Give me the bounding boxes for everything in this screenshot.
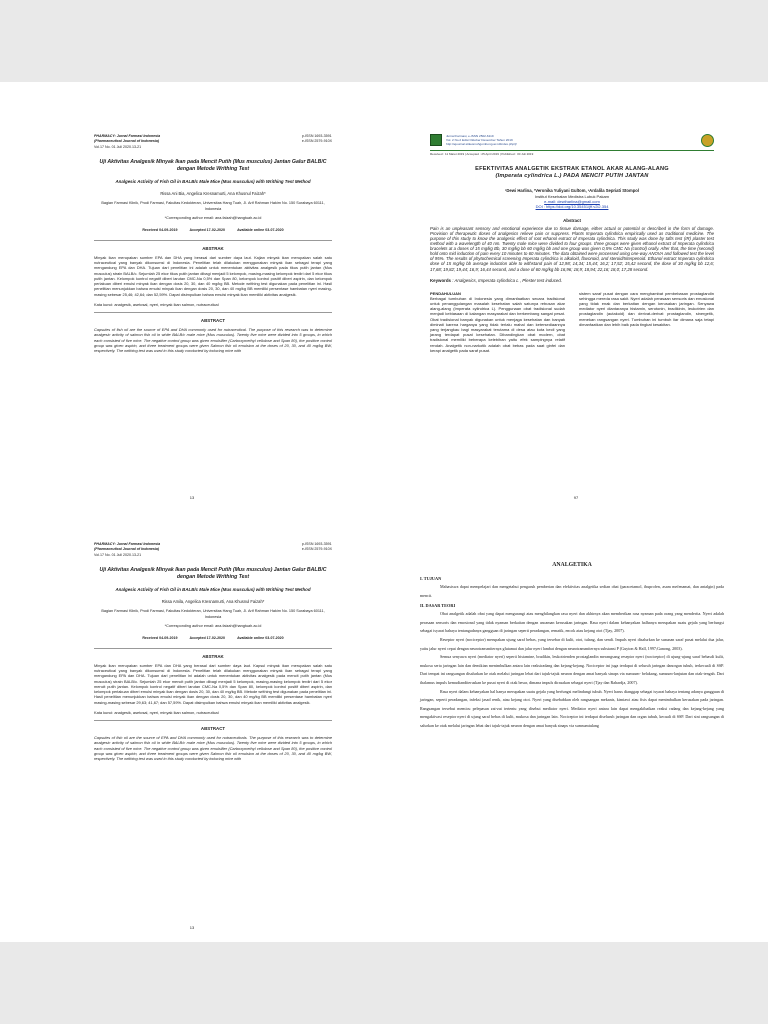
page-number: 97 — [573, 495, 579, 500]
journal-subname: (Pharmaceutical Journal of Indonesia) — [94, 547, 160, 552]
journal-header — [430, 134, 714, 147]
divider — [94, 648, 332, 649]
doi — [430, 204, 714, 209]
paper-title: Uji Aktivitas Analgesik Minyak Ikan pada Mencit Putih (Mus musculus) Jantan Galur BALB/C dengan Metode Writhing Test — [99, 159, 327, 173]
abstract-heading: Abstract — [563, 217, 581, 223]
journal-issn: Jurnal Farmasi, e-ISSN 2502-6119 — [446, 134, 494, 138]
affiliation: Bagian Farmasi Klinik, Prodi Farmasi, Fakultas Kedokteran, Universitas Hang Tuah, Jl. Arif Rahman Hakim No. 150 Surabaya 60111, Indonesia — [101, 609, 325, 619]
issn-online: e-ISSN 2579-910X — [301, 139, 332, 144]
journal-volume: Vol.17 No. 01 Juli 2020.13-21 — [94, 552, 142, 557]
kata-kunci: Kata kunci: analgesik, asetosal, nyeri, minyak ikan salmon, nutraceutical — [94, 710, 219, 716]
abstrak-text: Minyak ikan merupakan sumber EPA dan DHA yang berasal dari sumber daya laut. Kajian minyak ikan merupakan salah satu nutraceutical yang banyak dikonsumsi di Indonesia. Penelitian telah dilakukan menggunakan minyak ikan sebagai terapi yang mengandung EPA dan DHA. Tujuan dari penelitian ini adalah untuk menentukan aktivitas analgesik pada tikus putih jantan (Mus musculus) strain BALB/c. Sejumlah 25 ekor tikus putih jantan dibagi menjadi 5 kelompok, masing-masing kelompok terdiri dari 5 ekor tikus putih jantan. Kelompok kontrol negatif diberi larutan CMC-Na 0,5% dan Span 80, kelompok kontrol positif diberi aspirin, dan kelompok perlakuan diberi emulsi minyak ikan dengan dosis 20, 30, dan 40 mg/kg BB. Metode writhing test digunakan pada penelitian ini. Hasil penelitian menunjukkan bahwa emulsi minyak ikan dengan dosis 20, 30, dan 40 mg/kg BB memiliki persentase hambatan nyeri masing-masing sebesar 25,46; 42,64; dan 52,59%. Dapat disimpulkan bahwa emulsi minyak ikan memiliki aktivitas analgesik. — [94, 254, 332, 297]
page-number: 13 — [189, 495, 195, 500]
column-left-text: Berbagai tumbuhan di Indonesia yang dimanfaatkan secara tradisional untuk penanggulangan masalah kesehatan salah satunya rebusan akar alang-alang (Imperata cylindrica L). Penggunaan obat tradisional sudah menjadi kebiasaan di kalangan masyarakat dan berkembang sangat pesat. Obat tradisional banyak digunakan untuk menjaga kesehatan dan banyak diminati karena harganya yang tidak terlalu mahal dan ketersediaannya yang terjangkau bagi masyarakat terutama di desa atau kota kecil yang jarang terdapat pusat kesehatan. Dibandingkan obat modern, obat tradisional memiliki beberapa kelebihan yaitu efek sampingnya relatif rendah. Analgetik non-narkotik adalah obat bebas pada saat ginfei dan kerapi analgetik pada saraf pusat. — [430, 295, 565, 353]
keywords-value: : Analgesics, Imperata cylindrica L , Plester test induced. — [452, 277, 563, 283]
affiliation: Bagian Farmasi Klinik, Prodi Farmasi, Fakultas Kedokteran, Universitas Hang Tuah, Jl. Arif Rahman Hakim No. 150 Surabaya 60111, Indonesia — [101, 201, 325, 211]
document-page-4 — [384, 512, 768, 942]
abstract-text: Capsules of fish oil are the source of EPA and DHA commonly used for nutraceutical. The purpose of this research was to determine analgesic activity of salmon fish oil in white BALB/c male mice (Mus musculus). Twenty five mice were divided into 5 groups, in which each consisted of five mice. The negative control group was given emulsifier (Carboxymethyl cellulose and Span 80), the positive control group was given aspirin, and three treatment groups were given Salmon fish oil emulsion at the doses of 20, 30, and 40 mg/kg BW, respectively. The writhing test was used in this study conducted by inducing mice with — [94, 327, 332, 354]
divider — [94, 240, 332, 241]
authors: ¹Dewi Harlina, ²Veronika Yuliyani Gultom, ³Ardalila Sepriati Stompol — [505, 188, 639, 193]
section-heading-dasar-teori: II. DASAR TEORI — [420, 603, 456, 609]
header-rule — [430, 150, 714, 151]
journal-subname: (Pharmaceutical Journal of Indonesia) — [94, 139, 160, 144]
abstrak-heading: ABSTRAK — [202, 245, 224, 251]
journal-edition: Vol. 2 No.2 Edisi Oktober Desember Tahun 2019 — [446, 138, 513, 143]
article-dates — [94, 228, 332, 232]
abstract-heading: ABSTRACT — [200, 726, 226, 732]
keywords — [430, 278, 714, 283]
institution: Institut Kesehatan Medistra Lubuk Pakam — [534, 193, 610, 199]
column-right-text: sistem saraf pusat dengan cara menghambat pembebasan prostaglandin sehingga mereda rasa sakit. Nyeri adalah perasaan sensoris dan emosional yang tidak enak dan berkaitan dengan kerusakan jaringan. Senyawa mediator nyeri diantaranya histamin, serotonin, bradikinin, leukotrien dan prostaglandin (autakoid) dan derivat-derivat prostaglandin, sinergetik, menekan rangsangan nyeri. Tumbuhan ini tumbuh liar dimana saja tetapi dimanfaatkan dan lebih baik pada tingkat kesakitan. — [579, 290, 714, 327]
paragraph: Obat analgetik adalah obat yang dapat mengurangi atau menghilangkan rasa nyeri dan akhirnya akan memberikan rasa nyaman pada orang yang menderita. Nyeri adalah perasaan sensoris dan emosional yang tidak nyaman berkaitan dengan ancaman kerusakan jaringan. Rasa nyeri dalam kebanyakan halhanya merupakan suatu gejala yang berfungsi sebagai isyarat bahaya tentangadanya gangguan di jaringan seperti peradangan, rematik, encok atau kejang otot (Tjay, 2007). — [420, 611, 724, 634]
journal-header — [94, 542, 332, 558]
journal-url: http://ejournal.stikesmuhgombong.ac.id/index.php/jf — [446, 142, 517, 147]
journal-name: PHARMACY: Jurnal Farmasi Indonesia — [94, 134, 161, 138]
abstract-text: Pain is an unpleasant sensory and emotional experience due to tissue damage, either actual or potential or described in the form of damage. Provision of therapeutic doses of analgesics relieve pain or suppress. Plants Imperata cylindrica empirically used as traditional medicine. The purpose of this study to know the analgesic effect of root ethanol extract of Imperata cylindrica. This study was done by tafts test (IR) plaster test method with a wavelength of 40 nm. Twenty male mice were divided to four groups. three groups were given ethanol extract of Imperata cylindrica bracelets at a doses of 15 mg/kg Bb, 30 mg/kg bb 60 mg/kg bb and one group was given 0,5% CMC Na (control) orally. After that, the time (second) hold onto mid induction of pain every 10 minutes to 60 minutes. The data obtained were processed using one-way ANOVA and followed test the level of 95%. The results of phytochemical screening Imperata cylindrica is alkaloid, flavonoid, and steroid/triterpenoid. Ethanol extract Imperata cylindrica dose of 15 mg/kg bb average induction able to withstand pain of 12,98; 14,34; 15,44; 16,2; 17,52; 15,42 second, the dose of 30 mg/kg bb 12,6; 17,68; 19,82; 19,44; 16,9; 16,44 second, and a dose of 60 mg/kg bb 16,96; 18,9; 18,94; 22,16; 18,0; 17,28 second. — [430, 225, 714, 272]
corresponding-author: *Corresponding author email: ana.faizah@hangtuah.ac.id — [164, 624, 262, 629]
keywords-label: Keywords — [430, 277, 451, 283]
issn-print: p-ISSN 1693-3591 — [301, 134, 332, 138]
body-columns — [430, 291, 714, 353]
paper-subtitle: Analgesic Activity of Fish Oil in BALB/c Male Mice (Mus musculus) with Writhing Test Method — [115, 179, 311, 185]
accepted-date: Accepted 17-02-2020 — [189, 635, 226, 640]
article-dates: Received : 11 Maret 2019 | Accepted : 25 April 2019 | Published : 30 Juli 2019 — [430, 152, 534, 156]
column-right — [579, 291, 714, 353]
abstrak-heading: ABSTRAK — [202, 653, 224, 659]
divider — [94, 720, 332, 721]
paper-title-line2: (Imperata cylindrica L.) PADA MENCIT PUTIH JANTAN — [495, 173, 649, 179]
issn-online: e-ISSN 2579-910X — [301, 547, 332, 552]
email-link[interactable]: e-mail: dewiharlina@gmail.com — [544, 199, 600, 204]
paragraph: Semua senyawa nyeri (mediator nyeri) seperti histamine, bradikin, leukotrienden prostaglandin merangsang reseptor nyeri (nociceptor) di ujung-ujung saraf bebasdi kulit, mukosa serta jaringan lain dan demikian menimbulkan antara lain reaksiradang dan kejang-kejang. Nociceptor ini juga terdapat di seluruh jaringan danorgan tubuh, terkecuali di SSP. Dari tempat ini rangsangan disalurkan ke otak melalui jaringan lebat dari tajuk-tajuk neuron dengan amat banyak sinaps via sumsum- belakang, sumsum-lanjutan dan otak-tengah. Dari thalamus impuls kemudianditeruskan ke pusat nyeri di otak besar, dimana impuls dirasakan sebagai nyeri (Tjay dan Rahardja, 2007). — [420, 654, 724, 685]
abstrak-text: Minyak ikan merupakan sumber EPA dan DHA yang berasal dari sumber daya laut. Kapsul minyak ikan merupakan salah satu nutraceutical yang banyak dikonsumsi di Indonesia. Penelitian telah dilakukan menggunakan minyak ikan sebagai terapi yang mengandung EPA dan DHA. Tujuan dari penelitian ini adalah untuk menentukan aktivitas analgesik pada mencit putih jantan (Mus musculus) strain BALB/c. Sejumlah 25 ekor mencit putih jantan dibagi menjadi 5 kelompok, masing-masing kelompok terdiri dari 5 ekor mencit putih jantan. Kelompok kontrol negatif diberi larutan CMC-Na 0,5% dan Span 80, kelompok kontrol positif diberi aspirin, dan kelompok perlakuan diberi emulsi minyak ikan dengan dosis 20, 30, dan 40 mg/kg BB. Metode writhing test digunakan pada penelitian ini. Hasil penelitian menunjukkan bahwa emulsi minyak ikan dengan dosis 20, 30, dan 40 mg/kg BB memiliki persentase hambatan nyeri masing-masing sebesar 29,63; 41,67; dan 57,59%. Dapat disimpulkan bahwa emulsi minyak ikan memiliki aktivitas analgesik. — [94, 662, 332, 705]
paragraph: Rasa nyeri dalam kebanyakan hal hanya merupakan suatu gejala yang berfungsi melindungi tubuh. Nyeri harus dianggap sebagai isyarat bahaya tentang adanya gangguan di jaringan, seperti peradangan, infeksi jasad renik, atau kejang otot. Nyeri yang disebabkan oleh rangsangan mekanis, kimiawi atau fisis dapat menimbulkan kerusakan pada jaringan. Rangsangan tersebut memicu pelepasan zat-zat tertentu yang disebut mediator nyeri. Mediator nyeri antara lain dapat mengakibatkan reaksi radang dan kejang-kejang yang mengaktivasi reseptor nyeri di ujung saraf bebas di kulit, mukosa dan jaringan lain. Nociceptor ini terdapat diseluruh jaringan dan organ tubuh, kecuali di SSP. Dari sini rangsangan di salurkan ke otak melalui jaringan lebat dari tajuk-tajuk neuron dengan amat banyak sinaps via sumsumtulang — [420, 688, 724, 728]
abstract-text: Capsules of fish oil are the source of EPA and DHA commonly used for nutraceuticals. The purpose of this research was to determine analgesic activity of salmon fish oil in white BALB/c male mice (Mus musculus). Twenty five mice were divided into 5 groups, in which each consisted of five mice. The negative control group was given emulsifier (Carboxymethyl cellulose and Span 80), the positive control group was given aspirin, and three treatment groups were given Salmon fish oil emulsion at the doses of 20, 30, and 40 mg/kg BW, respectively. The writhing test was used in this study conducted by inducing mice with — [94, 735, 332, 762]
page-number: 13 — [189, 925, 195, 930]
paragraph: Mahasiswa dapat mempelajari dan mengetahui pengaruh pemberian dan efektivitas analgetika sedian obat (paracetamol, ibuprofen, asam mefenamat, dan antalgin) pada mencit. — [420, 584, 724, 598]
accepted-date: Accepted 17-02-2020 — [189, 227, 226, 232]
corresponding-author: *Corresponding author email: ana.faizah@hangtuah.ac.id — [164, 216, 262, 221]
paper-title-line1: EFEKTIVITAS ANALGETIK EKSTRAK ETANOL AKAR ALANG-ALANG — [475, 166, 669, 172]
institution-seal-icon — [701, 134, 714, 147]
authors: Rissa Ani Bia, Angelica Kresnamurti, Ana Khusnul Faizah* — [160, 191, 266, 197]
document-page-1 — [0, 82, 384, 512]
paper-title: Uji Aktivitas Analgesik Minyak Ikan pada Mencit Putih (Mus musculus) Jantan Galur BALB/C dengan Metode Writhing Test — [99, 567, 327, 581]
journal-logo-icon — [430, 134, 442, 146]
kata-kunci: Kata kunci: analgesik, asetosal, nyeri, minyak ikan salmon, nutraceutical — [94, 302, 219, 308]
paragraph: Reseptor nyeri (nociceptor) merupakan ujung saraf bebas, yang tersebar di kulit, otot, tulang, dan sendi. Impuls nyeri disalurkan ke susunan saraf pusat melalui dua jalur, yaitu jalur nyeri cepat dengan neurotransmiternya glutamat dan jalur nyeri lambat dengan neurotransmiternya substansi P (Guyton & Hall, 1997;Ganong, 2003). — [420, 636, 724, 651]
journal-volume: Vol.17 No. 01 Juli 2020.13-21 — [94, 144, 142, 149]
received-date: Received 04-09-2019 — [142, 635, 178, 640]
column-left — [430, 291, 565, 353]
received-date: Received 04-09-2019 — [142, 227, 178, 232]
doi-link[interactable]: DOI : https://doi.org/10.35451/jff.v2i2.354 — [535, 204, 609, 210]
authors: Rissa Amila, Angelica Kresnamurti, Ana Khusnul Faizah* — [161, 599, 265, 605]
journal-name: PHARMACY: Jurnal Farmasi Indonesia — [94, 542, 161, 546]
abstract-heading: ABSTRACT — [200, 318, 226, 324]
issn-print: p-ISSN 1693-3591 — [301, 542, 332, 546]
divider — [94, 312, 332, 313]
journal-header — [94, 134, 332, 150]
document-page-3 — [0, 512, 384, 942]
paper-title — [430, 166, 714, 180]
article-dates — [94, 636, 332, 640]
section-heading-tujuan: I. TUJUAN — [420, 576, 442, 581]
pendahuluan-heading: PENDAHULUAN — [430, 290, 461, 296]
available-date: Available online 03-07-2020 — [237, 635, 284, 640]
paper-subtitle: Analgesic Activity of Fish Oil in BALB/c Male Mice (Mus musculus) with Writhing Test Method — [115, 587, 311, 593]
available-date: Available online 03-07-2020 — [237, 227, 284, 232]
page-title: ANALGETIKA — [552, 562, 592, 568]
document-page-2 — [384, 82, 768, 512]
